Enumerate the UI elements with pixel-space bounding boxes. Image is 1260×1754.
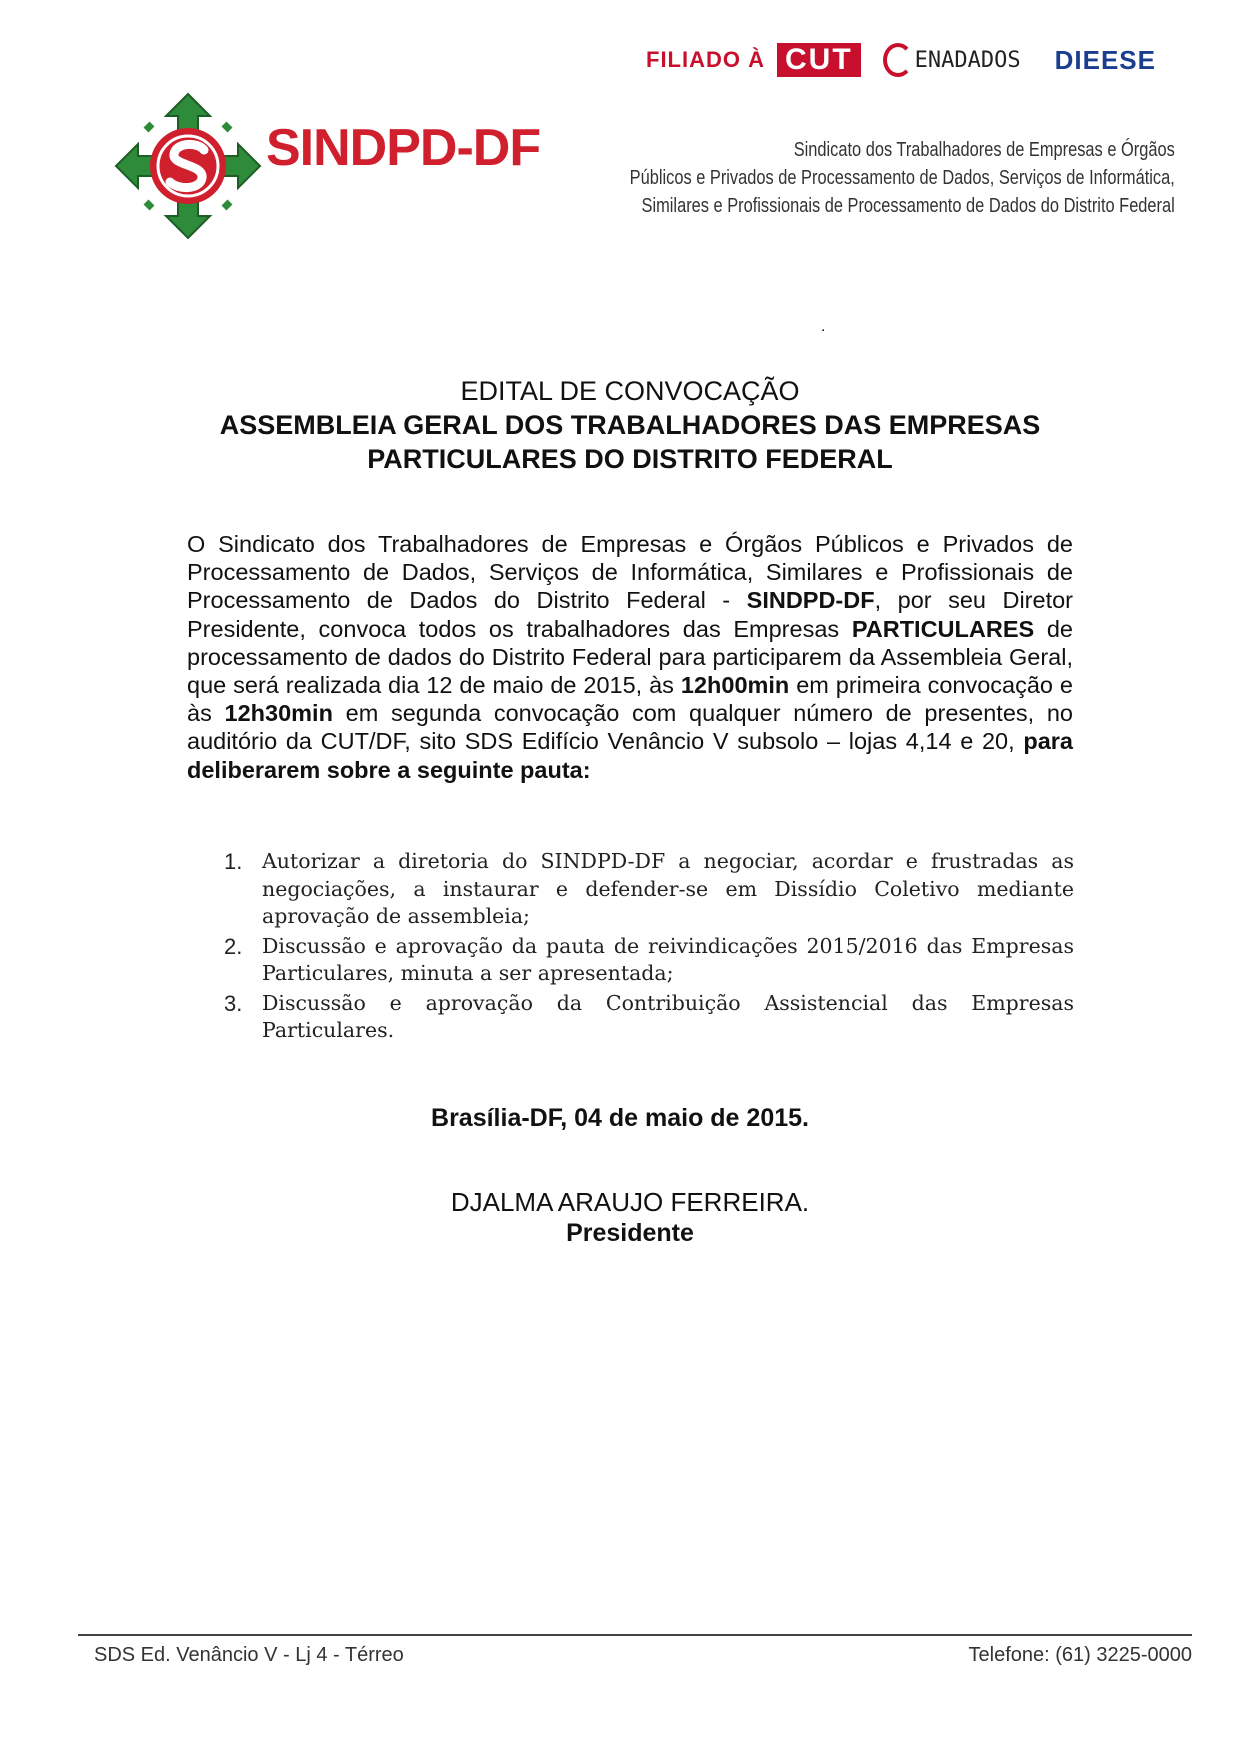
- stray-mark: .: [821, 318, 826, 335]
- sindpd-logo-text: SINDPD-DF: [266, 119, 541, 177]
- fenadados-logo: [883, 43, 1021, 77]
- agenda-item-text: Discussão e aprovação da Contribuição Assistencial das Empresas Particulares.: [262, 990, 1074, 1042]
- footer: [78, 1644, 1192, 1666]
- agenda-item: [224, 933, 1074, 988]
- paragraph-text: em primeira convocação e às: [187, 672, 1073, 727]
- union-name-line: Públicos e Privados de Processamento de Dados, Serviços de Informática,: [629, 167, 1175, 189]
- paragraph-text: , por seu Diretor Presidente, convoca todos os trabalhadores das Empresas: [187, 587, 1074, 642]
- union-name-line: Similares e Profissionais de Processamento de Dados do Distrito Federal: [641, 195, 1175, 217]
- agenda-list: [224, 848, 1074, 1047]
- agenda-item: [224, 990, 1074, 1045]
- paragraph-bold-first-time: 12h00min: [680, 672, 790, 699]
- paragraph-text: em segunda convocação com qualquer número de presentes, no auditório da CUT/DF, sito SDS Edifício Venâncio V subsolo – lojas 4,14 e 20,: [187, 700, 1073, 755]
- dieese-logo: DIEESE: [1054, 44, 1156, 75]
- union-name-line: Sindicato dos Trabalhadores de Empresas e Órgãos: [793, 139, 1175, 161]
- paragraph-bold-second-time: 12h30min: [224, 700, 333, 727]
- agenda-item-text: Autorizar a diretoria do SINDPD-DF a negociar, acordar e frustradas as negociações, a instaurar e defender-se em Dissídio Coletivo mediante aprovação de assembleia;: [262, 849, 1074, 928]
- agenda-item-number: 2.: [224, 933, 243, 959]
- agenda-item-number: 1.: [224, 849, 243, 874]
- paragraph-text: O Sindicato dos Trabalhadores de Empresas e Órgãos Públicos e Privados de Processamento de Dados, Serviços de Informática, Similares e Profissionais de Processamento de Dados do Distrito Federal -: [187, 531, 1073, 614]
- signer-role: Presidente: [566, 1219, 694, 1247]
- paragraph-bold-particulares: PARTICULARES: [851, 615, 1035, 642]
- union-full-name: [510, 136, 1175, 220]
- paragraph-text: de processamento de dados do Distrito Federal para participarem da Assembleia Geral, que será realizada dia 12 de maio de 2015, às: [187, 615, 1073, 699]
- agenda-item-text: Discussão e aprovação da pauta de reivindicações 2015/2016 das Empresas Particulares, minuta a ser apresentada;: [262, 933, 1074, 985]
- footer-divider: [78, 1634, 1192, 1636]
- paragraph-bold-union: SINDPD-DF: [746, 587, 875, 614]
- affiliation-bar: [646, 42, 1156, 78]
- document-subtitle-line2: PARTICULARES DO DISTRITO FEDERAL: [367, 444, 893, 474]
- footer-phone: Telefone: (61) 3225-0000: [968, 1644, 1192, 1666]
- signer-name: DJALMA ARAUJO FERREIRA.: [450, 1187, 810, 1217]
- sindpd-emblem-icon: [112, 90, 264, 242]
- cut-logo: CUT: [777, 43, 861, 77]
- paragraph-bold-agenda-intro: para deliberarem sobre a seguinte pauta:: [187, 728, 1073, 783]
- place-and-date: Brasília-DF, 04 de maio de 2015.: [431, 1104, 809, 1132]
- document-title: EDITAL DE CONVOCAÇÃO: [460, 376, 800, 406]
- affiliation-label: FILIADO À: [646, 47, 765, 72]
- document-subtitle-line1: ASSEMBLEIA GERAL DOS TRABALHADORES DAS EMPRESAS: [219, 410, 1041, 440]
- footer-address: SDS Ed. Venâncio V - Lj 4 - Térreo: [94, 1644, 404, 1666]
- agenda-item: [224, 848, 1074, 931]
- agenda-item-number: 3.: [224, 990, 243, 1016]
- fenadados-logo-text: ENADADOS: [914, 47, 1021, 73]
- convocation-paragraph: [187, 530, 1073, 784]
- fenadados-mark-icon: [883, 43, 913, 77]
